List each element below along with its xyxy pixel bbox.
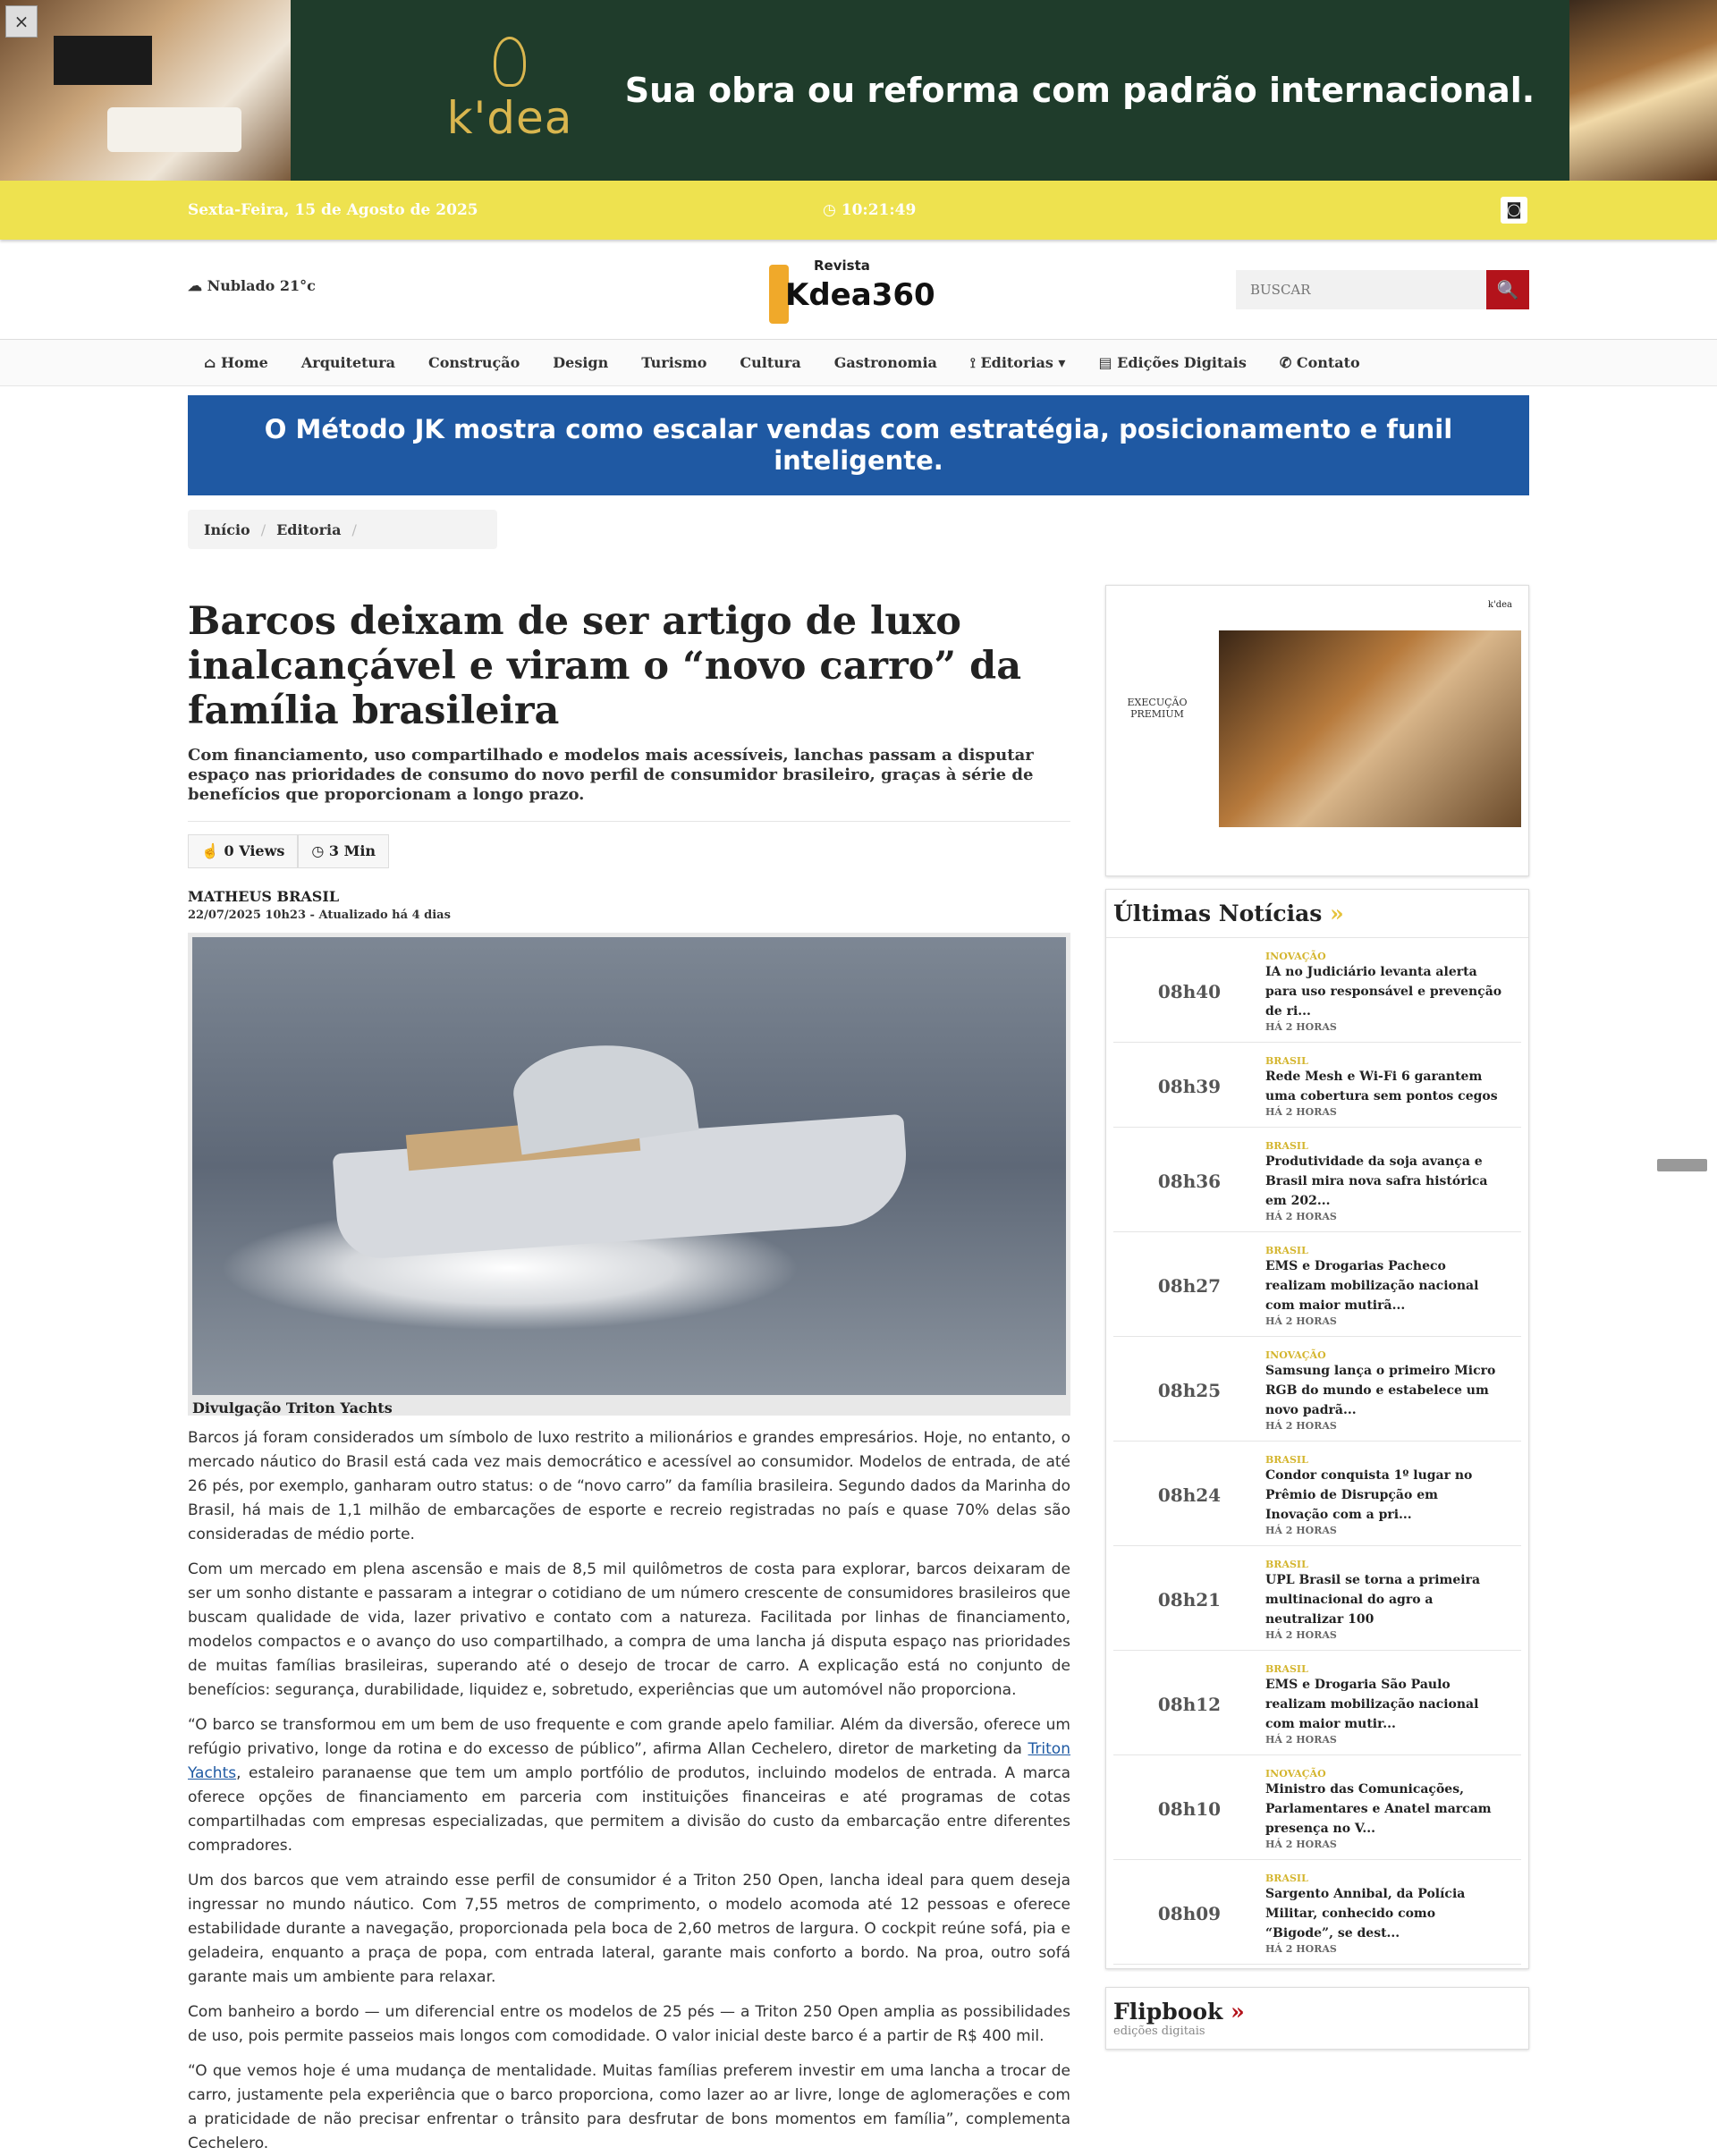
scroll-to-top-tab[interactable] — [1657, 1159, 1707, 1171]
news-item[interactable] — [1113, 1232, 1521, 1337]
article-date: 22/07/2025 10h23 - Atualizado há 4 dias — [188, 909, 451, 922]
latest-news-title: Últimas Notícias — [1113, 900, 1323, 926]
news-item[interactable] — [1113, 1546, 1521, 1651]
news-age: HÁ 2 HORAS — [1265, 1021, 1337, 1033]
news-item[interactable] — [1113, 1755, 1521, 1860]
news-category: BRASIL — [1265, 1245, 1308, 1256]
news-item[interactable] — [1113, 1043, 1521, 1128]
nav-edicoes-digitais[interactable] — [1098, 354, 1246, 371]
clock-icon: ◷ — [823, 201, 836, 219]
news-category: BRASIL — [1265, 1454, 1308, 1466]
news-info — [1265, 1055, 1521, 1118]
sidebar — [1105, 585, 1529, 2050]
news-age: HÁ 2 HORAS — [1265, 1315, 1337, 1327]
news-info — [1265, 1768, 1521, 1850]
news-time: 08h36 — [1157, 1171, 1222, 1192]
ad-brand-name: k'dea — [446, 92, 573, 144]
news-item[interactable] — [1113, 938, 1521, 1043]
nav-home[interactable] — [204, 354, 268, 371]
article-subtitle: Com financiamento, uso compartilhado e modelos mais acessíveis, lanchas passam a disputar espaço nas prioridades de consumo do novo perfil de consumidor brasileiro, graças à série de benefícios que proporcionam a longo prazo. — [188, 746, 1034, 804]
views-text: 0 Views — [224, 842, 285, 859]
home-icon: ⌂ — [204, 354, 216, 371]
news-info — [1265, 1245, 1521, 1327]
news-time: 08h10 — [1157, 1798, 1222, 1820]
divider — [188, 821, 1070, 822]
news-category: BRASIL — [1265, 1663, 1308, 1675]
ad-brand-logo — [429, 37, 590, 144]
sidebar-advertisement[interactable] — [1105, 585, 1529, 876]
news-age: HÁ 2 HORAS — [1265, 1629, 1337, 1641]
news-title[interactable]: IA no Judiciário levanta alerta para uso responsável e prevenção de ri... — [1265, 965, 1502, 1019]
news-title[interactable]: EMS e Drogarias Pacheco realizam mobilização nacional com maior mutirã... — [1265, 1259, 1479, 1313]
breadcrumb-separator: / — [351, 520, 357, 538]
lightbulb-icon — [494, 37, 526, 87]
top-info-bar — [0, 181, 1717, 240]
nav-construcao[interactable]: Construção — [427, 354, 520, 371]
weather-widget — [188, 277, 316, 294]
file-icon: ▤ — [1098, 354, 1112, 371]
flipbook-title: Flipbook — [1113, 1999, 1223, 2025]
clock-value: 10:21:49 — [841, 201, 917, 219]
news-category: BRASIL — [1265, 1873, 1308, 1884]
nav-label: Home — [220, 354, 268, 371]
triton-yachts-link[interactable]: Triton Yachts — [188, 1740, 1070, 1782]
paragraph: Com um mercado em plena ascensão e mais de 8,5 mil quilômetros de costa para explorar, barcos deixaram de ser um sonho distante e passaram a integrar o cotidiano de um número crescente de consumidores brasileiros que buscam qualidade de vida, lazer privativo e contato com a natureza. Facilitada por linhas de financiamento, modelos compactos e o avanço do uso compartilhado, a compra de uma lancha já disputa espaço nas prioridades de muitas famílias brasileiras, superando até o desejo de trocar de carro. A explicação está no conjunto de benefícios: segurança, durabilidade, liquidez e, sobretudo, experiências que um automóvel não proporciona. — [188, 1560, 1070, 1699]
current-time — [823, 201, 916, 219]
news-time: 08h09 — [1157, 1903, 1222, 1924]
news-age: HÁ 2 HORAS — [1265, 1943, 1337, 1955]
news-category: BRASIL — [1265, 1055, 1308, 1067]
jk-method-banner[interactable]: O Método JK mostra como escalar vendas com estratégia, posicionamento e funil inteligente. — [188, 395, 1529, 495]
nav-design[interactable]: Design — [553, 354, 609, 371]
news-title[interactable]: UPL Brasil se torna a primeira multinacional do agro a neutralizar 100 — [1265, 1573, 1481, 1627]
news-title[interactable]: Produtividade da soja avança e Brasil mira nova safra histórica em 202... — [1265, 1154, 1488, 1208]
nav-label: Edições Digitais — [1117, 354, 1247, 371]
news-category: BRASIL — [1265, 1559, 1308, 1570]
news-time: 08h39 — [1157, 1076, 1222, 1097]
nav-arquitetura[interactable]: Arquitetura — [300, 354, 395, 371]
nav-cultura[interactable]: Cultura — [740, 354, 801, 371]
paragraph: Um dos barcos que vem atraindo esse perfil de consumidor é a Triton 250 Open, lancha ideal para quem deseja ingressar no mundo náutico. Com 7,55 metros de comprimento, o modelo acomoda até 12 pessoas e oferece estabilidade durante a navegação, proporcionada pela boca de 2,60 metros de largura. O cockpit reúne sofá, pia e geladeira, enquanto a praça de popa, com entrada lateral, garante mais conforto a bordo. Na proa, outro sofá garante mais um ambiente para relaxar. — [188, 1872, 1070, 1986]
news-category: INOVAÇÃO — [1265, 951, 1326, 962]
news-info — [1265, 951, 1521, 1033]
search-icon: 🔍 — [1496, 280, 1519, 300]
nav-label: Contato — [1296, 354, 1360, 371]
news-age: HÁ 2 HORAS — [1265, 1211, 1337, 1222]
chevron-down-icon: ▾ — [1058, 353, 1066, 371]
news-category: BRASIL — [1265, 1140, 1308, 1152]
search-form — [1236, 270, 1529, 309]
news-info — [1265, 1873, 1521, 1955]
paragraph: “O que vemos hoje é uma mudança de mentalidade. Muitas famílias preferem investir em uma lancha a trocar de carro, justamente pela experiência que o barco proporciona, como lazer ao ar livre, longe de aglomerações e com a praticidade de não precisar enfrentar o trânsito para desfrutar de bons momentos em família”, complementa Cechelero. — [188, 2062, 1070, 2152]
news-time: 08h21 — [1157, 1589, 1222, 1611]
logo-name: Kdea360 — [785, 277, 935, 313]
breadcrumb — [188, 510, 497, 549]
news-title[interactable]: Ministro das Comunicações, Parlamentares e Anatel marcam presença no V... — [1265, 1782, 1492, 1836]
news-title[interactable]: Samsung lança o primeiro Micro RGB do mundo e estabelece um novo padrã... — [1265, 1364, 1496, 1417]
news-info — [1265, 1140, 1521, 1222]
news-time: 08h25 — [1157, 1380, 1222, 1401]
breadcrumb-separator: / — [260, 520, 266, 538]
news-item[interactable] — [1113, 1651, 1521, 1755]
nav-gastronomia[interactable]: Gastronomia — [833, 354, 937, 371]
breadcrumb-home[interactable]: Início — [204, 520, 250, 538]
photo-caption: Divulgação Triton Yachts — [192, 1399, 393, 1416]
article-body — [188, 1426, 1070, 2156]
sidebar-ad-brand: k'dea — [1487, 600, 1512, 610]
latest-news-heading — [1106, 890, 1528, 938]
news-age: HÁ 2 HORAS — [1265, 1106, 1337, 1118]
news-time: 08h40 — [1157, 981, 1222, 1002]
news-info — [1265, 1349, 1521, 1432]
search-input[interactable] — [1236, 270, 1486, 309]
breadcrumb-editoria[interactable]: Editoria — [276, 520, 342, 538]
article-photo — [188, 933, 1070, 1416]
read-time-text: 3 Min — [328, 842, 376, 859]
current-date: Sexta-Feira, 15 de Agosto de 2025 — [188, 201, 478, 219]
quote-text: “O barco se transformou em um bem de uso frequente e com grande apelo familiar. Além da diversão, oferece um refúgio privativo, longe da rotina e do excesso de público”, afirma Allan Cechelero, diretor de marketing da — [188, 1716, 1070, 1758]
sidebar-ad-text: EXECUÇÃO PREMIUM — [1127, 697, 1188, 720]
news-info — [1265, 1454, 1521, 1536]
news-age: HÁ 2 HORAS — [1265, 1525, 1337, 1536]
paragraph: Com banheiro a bordo — um diferencial entre os modelos de 25 pés — a Triton 250 Open amplia as possibilidades de uso, pois permite passeios mais longos com comodidade. O valor inicial deste barco é a partir de R$ 400 mil. — [188, 2003, 1070, 2045]
nav-contato[interactable] — [1280, 354, 1360, 371]
news-category: INOVAÇÃO — [1265, 1349, 1326, 1361]
news-category: INOVAÇÃO — [1265, 1768, 1326, 1780]
article — [188, 599, 1070, 2156]
news-info — [1265, 1559, 1521, 1641]
news-item[interactable] — [1113, 1860, 1521, 1965]
news-time: 08h12 — [1157, 1694, 1222, 1715]
article-title: Barcos deixam de ser artigo de luxo inalcançável e viram o “novo carro” da família brasileira — [188, 599, 1022, 733]
news-item[interactable] — [1113, 1128, 1521, 1232]
paragraph-quote — [188, 1713, 1070, 1858]
main-navigation — [0, 340, 1717, 386]
boat-image — [192, 937, 1066, 1395]
flipbook-heading — [1113, 1999, 1521, 2025]
double-chevron-icon: » — [1231, 1999, 1245, 2025]
nav-label: Editorias — [980, 353, 1053, 371]
clock-icon: ◷ — [311, 842, 325, 859]
nav-editorias[interactable] — [970, 354, 1066, 372]
news-info — [1265, 1663, 1521, 1746]
news-title[interactable]: Sargento Annibal, da Polícia Militar, conhecido como “Bigode”, se dest... — [1265, 1887, 1466, 1940]
article-metrics — [188, 834, 1070, 868]
news-item[interactable] — [1113, 1337, 1521, 1442]
news-title[interactable]: Condor conquista 1º lugar no Prêmio de Disrupção em Inovação com a pri... — [1265, 1468, 1473, 1522]
news-age: HÁ 2 HORAS — [1265, 1734, 1337, 1746]
search-button[interactable] — [1486, 270, 1529, 309]
news-age: HÁ 2 HORAS — [1265, 1420, 1337, 1432]
instagram-icon[interactable]: ◙ — [1501, 197, 1527, 224]
weather-text: Nublado 21°c — [207, 277, 316, 294]
quote-text: , estaleiro paranaense que tem um amplo portfólio de produtos, incluindo modelos de entrada. A marca oferece opções de financiamento em parceria com instituições financeiras e até programas de cotas compartilhadas com empresas especializadas, que permitem a divisão do custo da embarcação entre diferentes compradores. — [188, 1764, 1070, 1855]
article-author[interactable]: MATHEUS BRASIL — [188, 888, 340, 905]
read-time — [298, 834, 389, 868]
latest-news — [1105, 889, 1529, 1969]
double-chevron-icon: » — [1330, 900, 1344, 926]
thumbs-up-icon: ☝ — [201, 842, 219, 859]
flipbook-section[interactable] — [1105, 1987, 1529, 2050]
news-title[interactable]: Rede Mesh e Wi-Fi 6 garantem uma cobertura sem pontos cegos — [1265, 1070, 1498, 1103]
close-ad-button[interactable]: × — [5, 5, 38, 38]
ad-headline: Sua obra ou reforma com padrão internacional. — [624, 71, 1535, 110]
site-logo[interactable] — [769, 256, 948, 327]
flipbook-subtitle: edições digitais — [1113, 2025, 1205, 2038]
top-advertisement[interactable] — [0, 0, 1717, 181]
paragraph: Barcos já foram considerados um símbolo de luxo restrito a milionários e grandes empresários. Hoje, no entanto, o mercado náutico do Brasil está cada vez mais democrático e acessível ao consumidor. Modelos de entrada, de até 26 pés, por exemplo, ganharam outro status: o de “novo carro” da família brasileira. Segundo dados da Marinha do Brasil, há mais de 1,1 milhão de embarcações de esporte e recreio registradas no país e quase 70% delas são consideradas de médio porte. — [188, 1429, 1070, 1543]
news-age: HÁ 2 HORAS — [1265, 1839, 1337, 1850]
site-header — [0, 240, 1717, 340]
news-time: 08h24 — [1157, 1484, 1222, 1506]
news-item[interactable] — [1113, 1442, 1521, 1546]
news-time: 08h27 — [1157, 1275, 1222, 1297]
ad-image-dining — [1569, 0, 1717, 181]
ad-image-living-room — [0, 0, 291, 181]
phone-icon: ✆ — [1279, 354, 1292, 371]
views-count — [188, 834, 298, 868]
logo-small-text: Revista — [814, 258, 870, 274]
cloud-icon: ☁ — [188, 277, 202, 294]
news-title[interactable]: EMS e Drogaria São Paulo realizam mobilização nacional com maior mutir... — [1265, 1678, 1479, 1731]
sidebar-ad-image — [1219, 630, 1521, 827]
rss-icon: ⟟ — [969, 353, 976, 371]
nav-turismo[interactable]: Turismo — [641, 354, 707, 371]
